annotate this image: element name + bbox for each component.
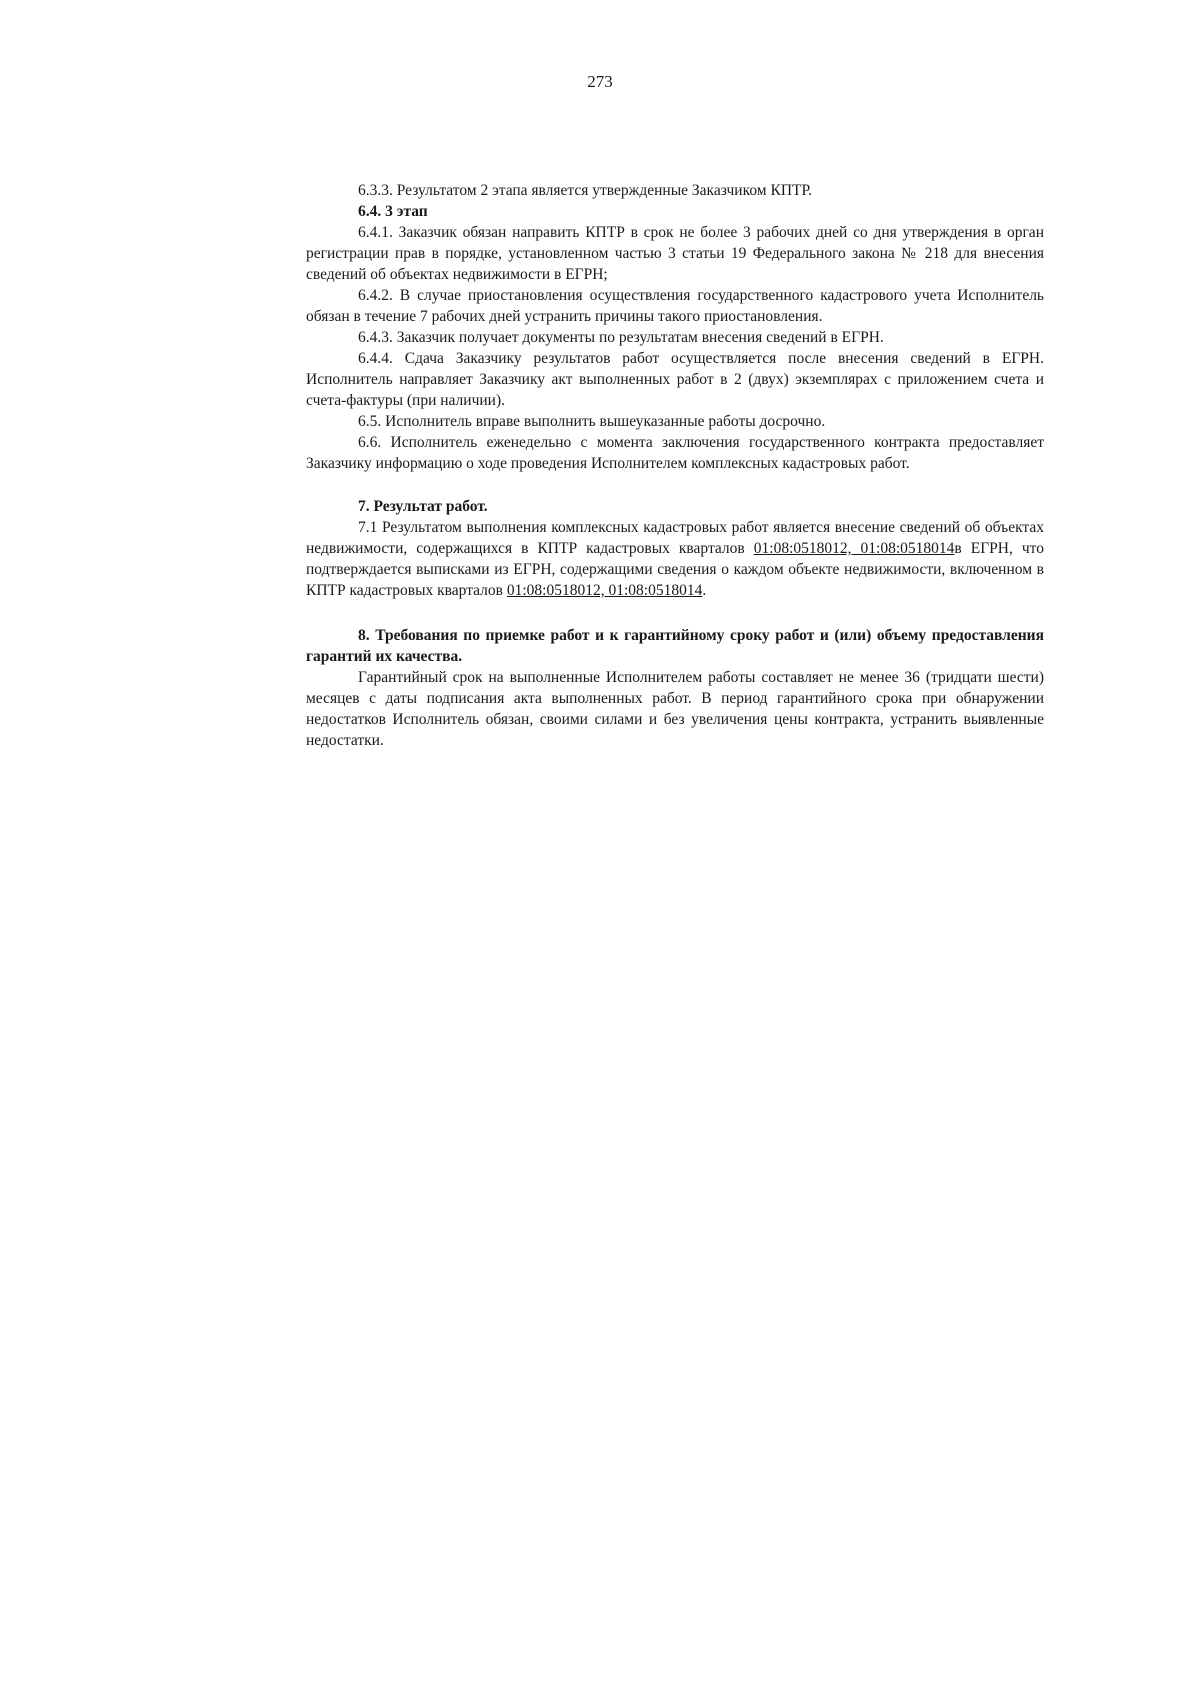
paragraph-6-4-2: 6.4.2. В случае приостановления осуществления государственного кадастрового учета Исполнитель обязан в течение 7 рабочих дней устранить причины такого приостановления.: [306, 287, 1044, 325]
paragraph-6-4-3: 6.4.3. Заказчик получает документы по результатам внесения сведений в ЕГРН.: [358, 329, 884, 346]
section-spacer: [306, 601, 1044, 625]
document-body: [306, 180, 1044, 751]
page-number: 273: [587, 72, 613, 91]
heading-section-8: 8. Требования по приемке работ и к гарантийному сроку работ и (или) объему предоставления гарантий их качества.: [306, 627, 1044, 665]
section-spacer: [306, 474, 1044, 496]
paragraph-7-1-text-1: 7.1 Результатом выполнения комплексных кадастровых работ является внесение сведений об объектах недвижимости, содержащихся в КПТР кадастровых кварталов: [306, 519, 1044, 557]
paragraph-6-3-3: 6.3.3. Результатом 2 этапа является утвержденные Заказчиком КПТР.: [358, 182, 813, 199]
cadastral-quarters-reference-1: 01:08:0518012, 01:08:0518014: [753, 540, 955, 557]
paragraph-6-4-1: 6.4.1. Заказчик обязан направить КПТР в срок не более 3 рабочих дней со дня утверждения в орган регистрации прав в порядке, установленном частью 3 статьи 19 Федерального закона № 218 для внесения сведений об объектах недвижимости в ЕГРН;: [306, 224, 1044, 283]
heading-section-7: 7. Результат работ.: [358, 498, 488, 515]
heading-6-4: 6.4. 3 этап: [358, 203, 428, 220]
cadastral-quarters-reference-2: 01:08:0518012, 01:08:0518014: [506, 582, 703, 599]
paragraph-6-5: 6.5. Исполнитель вправе выполнить вышеуказанные работы досрочно.: [358, 413, 826, 430]
paragraph-6-4-4: 6.4.4. Сдача Заказчику результатов работ осуществляется после внесения сведений в ЕГРН. Исполнитель направляет Заказчику акт выполненных работ в 2 (двух) экземплярах с приложением счета и счета-фактуры (при наличии).: [306, 350, 1044, 409]
paragraph-7-1: [306, 517, 1044, 601]
paragraph-6-6: 6.6. Исполнитель еженедельно с момента заключения государственного контракта предоставляет Заказчику информацию о ходе проведения Исполнителем комплексных кадастровых работ.: [306, 434, 1044, 472]
paragraph-7-1-text-2: в ЕГРН, что подтверждается выписками из ЕГРН, содержащими сведения о каждом объекте недвижимости, включенном в КПТР кадастровых кварталов: [306, 540, 1044, 599]
paragraph-7-1-text-3: .: [702, 582, 707, 599]
paragraph-8-warranty: Гарантийный срок на выполненные Исполнителем работы составляет не менее 36 (тридцати шести) месяцев с даты подписания акта выполненных работ. В период гарантийного срока при обнаружении недостатков Исполнитель обязан, своими силами и без увеличения цены контракта, устранить выявленные недостатки.: [306, 669, 1044, 749]
